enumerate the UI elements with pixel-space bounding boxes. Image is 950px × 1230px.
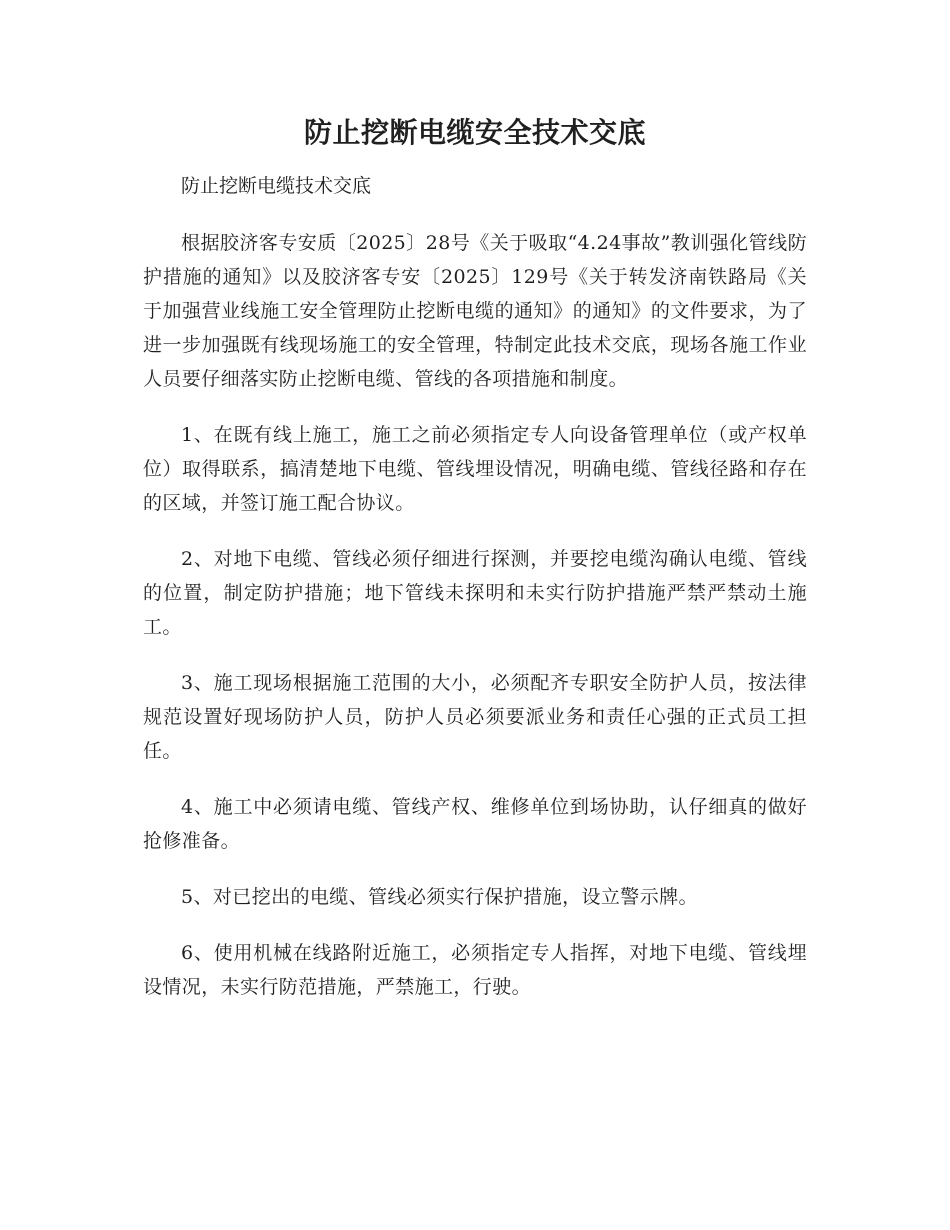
document-subtitle: 防止挖断电缆技术交底 bbox=[181, 175, 372, 197]
paragraph-item-1: 1、在既有线上施工，施工之前必须指定专人向设备管理单位（或产权单位）取得联系，搞清楚地下电缆、管线埋设情况，明确电缆、管线径路和存在的区域，并签订施工配合协议。 bbox=[143, 424, 807, 514]
paragraph-item-5: 5、对已挖出的电缆、管线必须实行保护措施，设立警示牌。 bbox=[181, 886, 698, 908]
document-body bbox=[143, 112, 807, 1004]
paragraph-item-3: 3、施工现场根据施工范围的大小，必须配齐专职安全防护人员，按法律规范设置好现场防护人员，防护人员必须要派业务和责任心强的正式员工担任。 bbox=[143, 672, 807, 762]
paragraph-item-4: 4、施工中必须请电缆、管线产权、维修单位到场协助，认仔细真的做好抢修准备。 bbox=[143, 796, 807, 852]
paragraph-item-2: 2、对地下电缆、管线必须仔细进行探测，并要挖电缆沟确认电缆、管线的位置，制定防护措施；地下管线未探明和未实行防护措施严禁严禁动土施工。 bbox=[143, 548, 807, 638]
paragraph-item-6: 6、使用机械在线路附近施工，必须指定专人指挥，对地下电缆、管线埋设情况，未实行防范措施，严禁施工，行驶。 bbox=[143, 942, 807, 998]
document-title: 防止挖断电缆安全技术交底 bbox=[303, 116, 646, 149]
paragraph-intro: 根据胶济客专安质〔2025〕28号《关于吸取“4.24事故”教训强化管线防护措施的通知》以及胶济客专安〔2025〕129号《关于转发济南铁路局《关于加强营业线施工安全管理防止挖断电缆的通知》的通知》的文件要求，为了进一步加强既有线现场施工的安全管理，特制定此技术交底，现场各施工作业人员要仔细落实防止挖断电缆、管线的各项措施和制度。 bbox=[143, 232, 807, 390]
